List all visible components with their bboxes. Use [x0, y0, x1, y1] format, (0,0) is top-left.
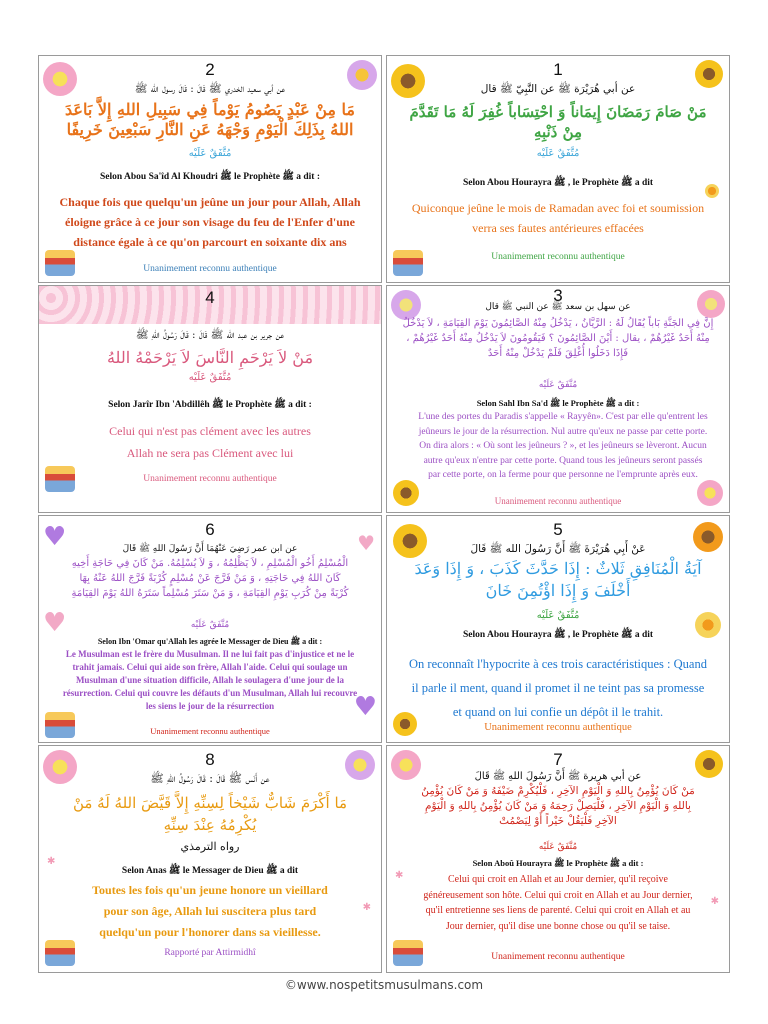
hadith-french: Celui qui n'est pas clément avec les autres Allah ne sera pas Clément avec lui	[109, 424, 311, 460]
hadith-arabic: مَنْ كَانَ يُؤْمِنُ بِاللهِ وَ الْيَوْمِ الآخِرِ ، فَلْيُكْرِمْ ضَيْفَهُ وَ مَنْ كَانَ يُؤْمِنُ بِاللهِ وَ الْيَوْمِ الآخِرِ ، فَلْيَصِلْ رَحِمَهُ وَ مَنْ كَانَ يُؤْمِنُ بِاللهِ وَ الْيَوْمِ الآخِرِ فَلْيَقُلْ خَيْراً أَوْ لِيَصْمُتْ	[421, 785, 695, 827]
hadith-isnad: عَنْ أَبِي هُرَيْرَةَ ﷺ أَنَّ رَسُولَ الله ﷺ قَالَ	[470, 543, 646, 555]
hadith-grading-arabic: مُتَّفَقٌ عَلَيْه	[188, 372, 232, 383]
card-number: 1	[553, 60, 563, 79]
copyright-footer: ©www.nospetitsmusulmans.com	[284, 978, 484, 992]
card-number: 7	[553, 750, 563, 769]
star-icon: ✱	[47, 856, 56, 867]
hadith-french: Celui qui croit en Allah et au Jour dernier, qu'il reçoive généreusement son hôte. Celui qui croit en Allah et au Jour dernier, qu'il entretienne ses liens de parenté. Celui qui croit en Allah et au Jour dernier, qu'il dise une bonne chose ou qu'il se taise.	[423, 874, 693, 932]
hadith-card-4	[38, 285, 382, 513]
hadith-arabic: مَا أَكْرَمَ شَابٌّ شَيْخاً لِسِنِّهِ إِلاَّ قَيَّضَ اللهُ لَهُ مَنْ يُكْرِمُهُ عِنْدَ سِنِّهِ	[72, 794, 348, 834]
narrator-line: Selon Ibn 'Omar qu'Allah les agrée le Messager de Dieu ﷺ a dit :	[97, 637, 323, 646]
hadith-sheet	[38, 55, 730, 973]
hadith-isnad: عن جرير بن عبد الله ﷺ قَالَ : قَالَ رَسُولُ اللهِ ﷺ	[135, 329, 285, 341]
narrator-line: Selon Sahl Ibn Sa'd ﷺ le Prophète ﷺ a dit :	[476, 398, 640, 408]
narrator-line: Selon Jarîr Ibn 'Abdillêh ﷺ le Prophète ﷺ a dit :	[108, 400, 312, 410]
hadith-grading-arabic: رواه الترمذي	[180, 840, 240, 853]
hadith-grading: Unanimement reconnu authentique	[143, 264, 277, 274]
hadith-grading-arabic: مُتَّفَقٌ عَلَيْه	[538, 842, 578, 852]
narrator-line: Selon Anas ﷺ le Messager de Dieu ﷺ a dit	[121, 866, 299, 876]
hadith-card-2	[38, 55, 382, 283]
hadith-french: Quiconque jeûne le mois de Ramadan avec foi et soumission verra ses fautes antérieures effacées	[411, 201, 705, 235]
hadith-arabic: مَا مِنْ عَبْدٍ يَصُومُ يَوْماً فِي سَبِيلِ اللهِ إِلاَّ بَاعَدَ اللهُ بِذَلِكَ الْيَوْمِ وَجْهَهُ عَنِ النَّارِ سَبْعِينَ خَرِيفًا	[65, 100, 355, 139]
hadith-grading-arabic: مُتَّفَقٌ عَلَيْه	[536, 610, 580, 621]
hadith-grading: Unanimement reconnu authentique	[484, 722, 632, 733]
hadith-grading-arabic: مُتَّفَقٌ عَلَيْه	[190, 620, 230, 630]
hadith-french: On reconnaît l'hypocrite à ces trois caractéristiques : Quand il parle il ment, quand il promet il ne teint pas sa promesse et quand on lui confie un dépôt il le trahit.	[409, 657, 707, 719]
hadith-grading-arabic: مُتَّفَقٌ عَلَيْه	[188, 148, 232, 159]
card-number: 8	[205, 750, 215, 769]
hadith-grading: Unanimement reconnu authentique	[150, 726, 270, 736]
star-icon: ✱	[395, 870, 404, 881]
card-number: 3	[553, 286, 563, 305]
hadith-card-5	[386, 515, 730, 743]
hadith-grading-arabic: مُتَّفَقٌ عَلَيْه	[538, 380, 578, 390]
hadith-grading: Unanimement reconnu authentique	[491, 252, 625, 262]
hadith-arabic: الْمُسْلِمُ أَخُو الْمُسْلِمِ ، لاَ يَظْلِمُهُ ، وَ لاَ يُسْلِمُهُ. مَنْ كَانَ فِي حَاجَةِ أَخِيهِ كَانَ اللهُ فِي حَاجَتِهِ ، وَ مَنْ فَرَّجَ عَنْ مُسْلِمٍ كُرْبَةً فَرَّجَ اللهُ عَنْهُ بِهَا كُرْبَةً مِنْ كُرَبِ يَوْمِ القِيَامَةِ ، وَ مَنْ سَتَرَ مُسْلِماً سَتَرَهُ اللهُ يَوْمَ القِيَامَةِ	[71, 558, 349, 599]
narrator-line: Selon Aboû Hourayra ﷺ le Prophète ﷺ a dit :	[472, 858, 644, 868]
hadith-isnad: عن أبي هريرة ﷺ أَنَّ رَسُولَ اللهِ ﷺ قَالَ	[474, 771, 642, 782]
narrator-line: Selon Abou Sa'îd Al Khoudri ﷺ le Prophète ﷺ a dit :	[100, 172, 320, 182]
hadith-french: Toutes les fois qu'un jeune honore un vieillard pour son âge, Allah lui suscitera plus tard quelqu'un pour l'honorer dans sa vieillesse.	[92, 883, 328, 939]
card-number: 4	[205, 288, 215, 307]
hadith-french: Le Musulman est le frère du Musulman. Il ne lui fait pas d'injustice et ne le trahit jamais. Celui qui aide son frère, Allah l'aide. Celui qui soulage un Musulman d'une situation difficile, Allah le soulagera d'une jour de la résurrection. Celui qui couvre les défauts d'un Musulman, Allah lui recouvre les siens le jour de la résurrection	[62, 649, 358, 711]
hadith-isnad: عن أَنَس ﷺ قَالَ : قَالَ رَسُولُ اللهِ ﷺ	[150, 772, 270, 785]
heart-icon: ♥	[43, 608, 67, 638]
hadith-arabic: إِنَّ فِي الجَنَّةِ بَاباً يُقَالُ لَهُ : الرَّيَّانُ ، يَدْخُلُ مِنْهُ الصَّائِمُونَ يَوْمَ القِيَامَةِ ، لاَ يَدْخُلُ مِنْهُ أَحَدٌ غَيْرُهُمْ ، يقال : أَيْنَ الصَّائِمُونَ ؟ فَيَقُومُونَ لاَ يَدْخُلُ مِنْهُ أَحَدٌ غَيْرُهُمْ ، فَإِذَا دَخَلُوا أُغْلِقَ فَلَمْ يَدْخُلْ مِنْهُ أَحَدٌ	[402, 318, 714, 359]
hadith-isnad: عن سهل بن سعد ﷺ عن النبي ﷺ قال	[485, 302, 631, 312]
heart-icon: ♥	[353, 692, 377, 722]
hadith-card-3	[386, 285, 730, 513]
heart-icon: ♥	[43, 522, 67, 552]
narrator-line: Selon Abou Hourayra ﷺ , le Prophète ﷺ a dit	[462, 178, 654, 188]
narrator-line: Selon Abou Hourayra ﷺ , le Prophète ﷺ a dit	[462, 630, 654, 640]
hadith-card-1	[386, 55, 730, 283]
hadith-isnad: عن أبي سعيد الخدري ﷺ قَالَ : قَالَ رسول الله ﷺ	[134, 83, 286, 95]
hadith-grading: Unanimement reconnu authentique	[494, 496, 622, 506]
hadith-french: L'une des portes du Paradis s'appelle « Rayyên». C'est par elle qu'entrent les jeûneurs le jour de la résurrection. Nul autre qu'eux ne passe par cette porte. On dira alors : « Où sont les jeûneurs ? », et les jeûneurs se lèveront. Aucun autre qu'eux n'entre par cette porte. Quand tous les jeûneurs seront passés par cette porte, on la ferme pour que personne ne l'emprunte après eux.	[418, 412, 708, 480]
card-number: 2	[205, 60, 215, 79]
hadith-grading: Rapporté par Attirmidhî	[164, 948, 256, 958]
star-icon: ✱	[710, 896, 719, 907]
hadith-card-6	[38, 515, 382, 743]
hadith-card-7	[386, 745, 730, 973]
card-number: 6	[205, 520, 215, 539]
hadith-arabic: آيَةُ الْمُنَافِقِ ثَلاثٌ : إِذَا حَدَّثَ كَذَبَ ، وَ إِذَا وَعَدَ أَخْلَفَ وَ إِذَا اؤْتُمِنَ خَانَ	[414, 559, 702, 600]
hadith-grading: Unanimement reconnu authentique	[143, 474, 277, 484]
hadith-french: Chaque fois que quelqu'un jeûne un jour pour Allah, Allah éloigne grâce à ce jour son visage du feu de l'Enfer d'une distance égale à ce qu'on parcourt en soixante dix ans	[59, 195, 361, 249]
hadith-arabic: مَنْ صَامَ رَمَضَانَ إِيمَاناً وَ احْتِسَاباً غُفِرَ لَهُ مَا تَقَدَّمَ مِنْ ذَنْبِهِ	[409, 103, 707, 141]
hadith-arabic: مَنْ لاَ يَرْحَمِ النَّاسَ لاَ يَرْحَمْهُ اللهُ	[106, 348, 314, 367]
hadith-grading-arabic: مُتَّفَقٌ عَلَيْه	[536, 148, 580, 159]
star-icon: ✱	[362, 902, 371, 913]
hadith-card-8	[38, 745, 382, 973]
heart-icon: ♥	[357, 531, 375, 555]
card-number: 5	[553, 520, 563, 539]
hadith-grading: Unanimement reconnu authentique	[491, 952, 625, 962]
hadith-isnad: عن ابن عمر رَضِيَ عَنْهُمَا أَنَّ رَسُولَ اللهِ ﷺ قَالَ	[122, 544, 298, 554]
hadith-isnad: عن أبي هُرَيْرَة ﷺ عن النَّبِيّ ﷺ قال	[480, 83, 636, 95]
